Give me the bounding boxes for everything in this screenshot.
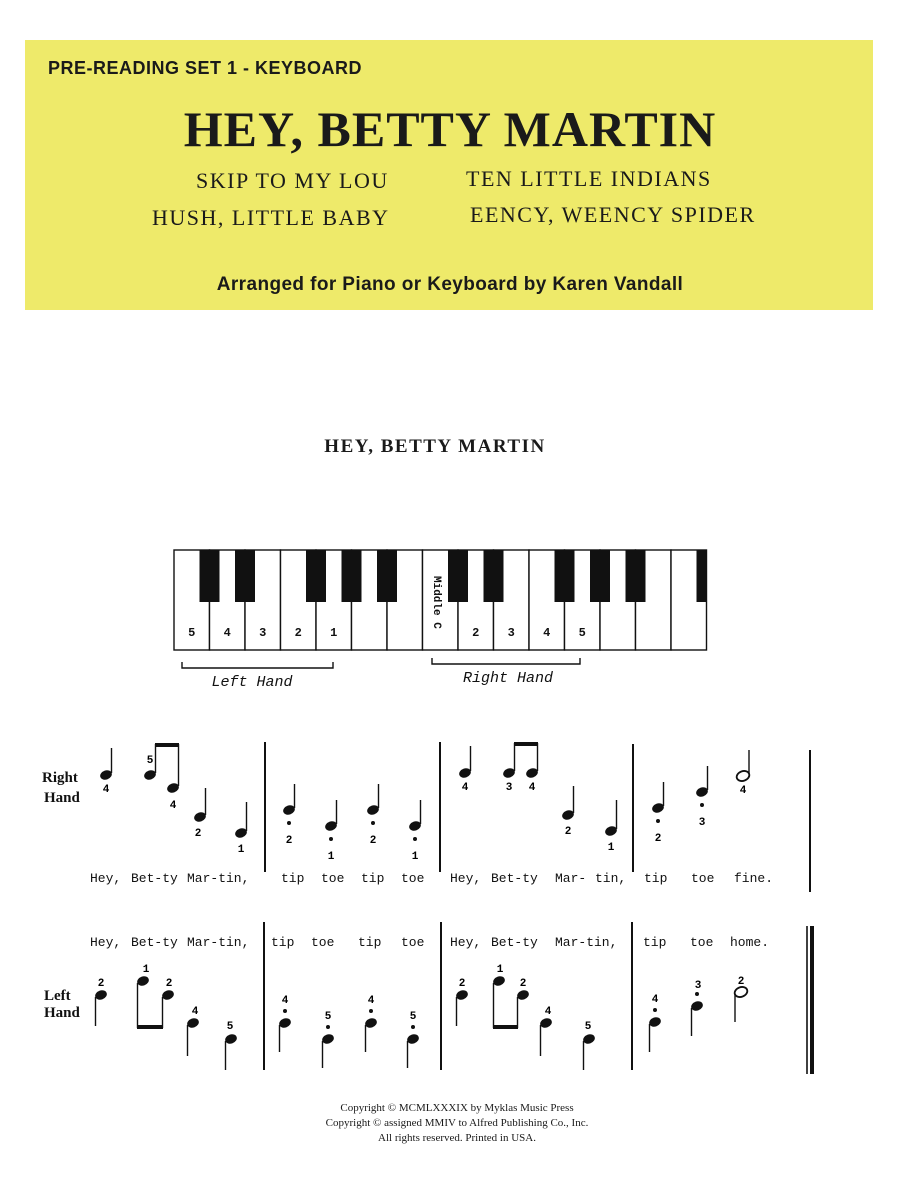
song-title: TEN LITTLE INDIANS [466,166,712,191]
song-title: SKIP TO MY LOU [196,168,389,193]
note [94,978,108,1026]
lyric: Hey, [450,871,482,886]
black-key [235,550,255,602]
black-key [555,550,575,602]
black-key [697,550,707,602]
staccato-note [651,782,665,845]
finger-number: 4 [102,784,110,796]
half-note [735,750,750,797]
finger-number: 4 [191,1006,199,1018]
piece-title: HEY, BETTY MARTIN [324,436,546,457]
finger-number: 4 [281,995,289,1007]
finger-number: 5 [146,755,154,767]
finger-number: 1 [237,844,245,856]
finger-number: 5 [188,626,196,640]
finger-number: 3 [259,626,267,640]
note [582,1021,596,1070]
right-hand-label: Right Hand [462,670,554,687]
music-notation [0,730,900,1110]
finger-number: 4 [651,994,659,1006]
eighth-note-pair [492,964,530,1028]
staccato-note [282,784,296,847]
finger-number: 3 [507,626,515,640]
lyric: toe [321,871,345,886]
finger-number: 2 [472,626,480,640]
lyric: fine. [734,871,774,886]
lyric: Mar-tin, [555,935,618,950]
staccato-note [366,784,380,847]
finger-number: 4 [367,995,375,1007]
note [458,746,472,794]
black-key [200,550,220,602]
finger-number: 2 [737,976,745,988]
finger-number: 3 [694,980,702,992]
lyric: Bet-ty [131,935,178,950]
finger-number: 3 [698,817,706,829]
black-key [306,550,326,602]
finger-number: 4 [223,626,231,640]
finger-number: 2 [519,978,527,990]
black-key [342,550,362,602]
right-hand-label: Right [42,770,78,786]
bar-lines [264,742,812,1074]
black-key [448,550,468,602]
finger-number: 1 [607,842,615,854]
finger-number: 2 [564,826,572,838]
lyric: tip [358,935,382,950]
lyric: Hey, [450,935,482,950]
staccato-note [278,995,292,1052]
note [224,1021,238,1070]
arranger-credit: Arranged for Piano or Keyboard by Karen Vandall [216,274,684,295]
right-hand-label: Hand [44,790,80,806]
staccato-note [406,1011,420,1068]
finger-number: 1 [327,851,335,863]
left-hand-label: Left Hand [211,674,293,691]
finger-number: 5 [584,1021,592,1033]
lyric: Mar- [555,871,587,886]
finger-number: 2 [165,978,173,990]
note [455,978,469,1026]
lyric: Bet-ty [491,935,538,950]
lyric: tip [281,871,305,886]
song-title: HUSH, LITTLE BABY [152,205,390,230]
finger-number: 5 [226,1021,234,1033]
eighth-note-pair [143,744,180,812]
book-title: HEY, BETTY MARTIN [183,101,717,157]
lyric: Bet-ty [491,871,538,886]
eighth-note-pair [136,964,175,1028]
keyboard-diagram [0,520,900,720]
lyric: home. [730,935,770,950]
copyright-line: Copyright © MCMLXXXIX by Myklas Music Press [340,1102,574,1114]
staccato-note [321,1011,335,1068]
lyric: tip [643,935,667,950]
finger-number: 4 [544,1006,552,1018]
finger-number: 2 [369,835,377,847]
finger-number: 2 [654,833,662,845]
half-note [733,976,748,1022]
lyric: toe [691,871,715,886]
finger-number: 5 [324,1011,332,1023]
black-key [484,550,504,602]
lyric: tip [644,871,668,886]
finger-number: 1 [142,964,150,976]
lyric: toe [401,935,425,950]
staccato-note [695,766,709,829]
staccato-note [648,994,662,1052]
lyric: tip [361,871,385,886]
staccato-note [324,800,338,863]
finger-number: 2 [458,978,466,990]
lyric: Hey, [90,935,122,950]
middle-c-label: Middle C [430,576,442,629]
staccato-note [690,980,704,1036]
note [193,788,207,840]
eighth-note-pair [502,743,539,794]
lyric: Hey, [90,871,122,886]
finger-number: 4 [739,785,747,797]
set-title: PRE-READING SET 1 - KEYBOARD [48,58,363,78]
finger-number: 5 [409,1011,417,1023]
black-key [626,550,646,602]
copyright-line: Copyright © assigned MMIV to Alfred Publishing Co., Inc. [325,1117,589,1129]
song-title: EENCY, WEENCY SPIDER [470,202,756,227]
lyric: toe [311,935,335,950]
lyric: tip [271,935,295,950]
staccato-note [408,800,422,863]
note [604,800,618,854]
note [186,1006,200,1056]
lyric: toe [401,871,425,886]
note [234,802,248,856]
finger-number: 4 [528,782,536,794]
finger-number: 4 [543,626,551,640]
finger-number: 5 [578,626,586,640]
finger-number: 3 [505,782,513,794]
finger-number: 1 [496,964,504,976]
note [99,748,113,796]
staccato-note [364,995,378,1052]
black-key [590,550,610,602]
copyright-line: All rights reserved. Printed in USA. [378,1132,536,1144]
title-banner [25,40,873,310]
finger-number: 2 [194,828,202,840]
black-key [377,550,397,602]
lyric: toe [690,935,714,950]
finger-number: 1 [330,626,338,640]
finger-number: 1 [411,851,419,863]
finger-number: 2 [285,835,293,847]
lyric: tin, [595,871,627,886]
left-hand-label: Left [44,988,71,1004]
lyric: Mar-tin, [187,871,250,886]
note [539,1006,553,1056]
finger-number: 4 [461,782,469,794]
finger-number: 2 [294,626,302,640]
note [561,786,575,838]
finger-number: 2 [97,978,105,990]
lyric: Bet-ty [131,871,178,886]
lyric: Mar-tin, [187,935,250,950]
left-hand-label: Hand [44,1005,80,1021]
finger-number: 4 [169,800,177,812]
